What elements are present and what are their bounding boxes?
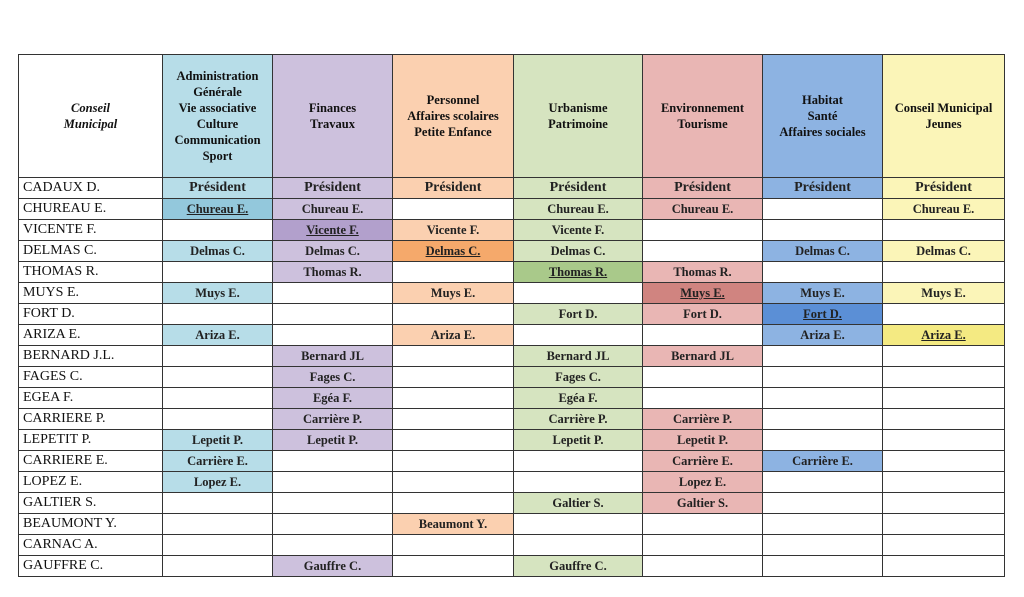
membership-cell bbox=[273, 514, 393, 535]
membership-cell bbox=[763, 367, 883, 388]
column-header-line: Santé bbox=[807, 109, 838, 123]
column-header bbox=[883, 55, 1005, 178]
title-line: Municipal bbox=[63, 117, 118, 131]
membership-cell bbox=[643, 556, 763, 577]
commission-table bbox=[18, 54, 1005, 577]
membership-cell bbox=[514, 451, 643, 472]
member-entry: Vicente F. bbox=[306, 222, 359, 237]
membership-cell bbox=[763, 556, 883, 577]
member-entry: Bernard JL bbox=[301, 348, 364, 363]
membership-cell bbox=[883, 325, 1005, 346]
commission-table-container bbox=[18, 54, 1005, 577]
membership-cell bbox=[163, 514, 273, 535]
membership-cell bbox=[273, 283, 393, 304]
membership-cell bbox=[163, 472, 273, 493]
membership-cell bbox=[273, 304, 393, 325]
member-name: CARRIERE E. bbox=[19, 451, 163, 472]
member-entry: Chureau E. bbox=[671, 201, 734, 216]
membership-cell bbox=[514, 535, 643, 556]
membership-cell bbox=[514, 367, 643, 388]
member-entry: Delmas C. bbox=[305, 243, 360, 258]
membership-cell bbox=[514, 409, 643, 430]
membership-cell bbox=[643, 430, 763, 451]
membership-cell bbox=[273, 430, 393, 451]
column-header bbox=[273, 55, 393, 178]
membership-cell bbox=[763, 199, 883, 220]
membership-cell bbox=[643, 472, 763, 493]
member-entry: Beaumont Y. bbox=[418, 516, 488, 531]
member-entry: Thomas R. bbox=[303, 264, 362, 279]
table-row bbox=[19, 241, 1005, 262]
membership-cell bbox=[883, 283, 1005, 304]
membership-cell bbox=[514, 178, 643, 199]
membership-cell bbox=[393, 556, 514, 577]
member-entry: Egéa F. bbox=[312, 390, 353, 405]
membership-cell bbox=[514, 346, 643, 367]
member-entry: Carrière P. bbox=[302, 411, 362, 426]
membership-cell bbox=[163, 346, 273, 367]
membership-cell bbox=[883, 556, 1005, 577]
member-entry: Lepetit P. bbox=[552, 432, 604, 447]
column-header-line: Sport bbox=[202, 149, 233, 163]
membership-cell bbox=[273, 388, 393, 409]
column-header-line: Affaires sociales bbox=[779, 125, 866, 139]
membership-cell bbox=[393, 388, 514, 409]
membership-cell bbox=[393, 409, 514, 430]
membership-cell bbox=[514, 241, 643, 262]
member-name: BERNARD J.L. bbox=[19, 346, 163, 367]
membership-cell bbox=[514, 514, 643, 535]
member-entry: Président bbox=[189, 180, 246, 195]
member-entry: Muys E. bbox=[680, 285, 725, 300]
member-entry: Président bbox=[794, 180, 851, 195]
membership-cell bbox=[393, 199, 514, 220]
member-entry: Carrière P. bbox=[548, 411, 608, 426]
table-row bbox=[19, 388, 1005, 409]
column-header-line: Administration bbox=[176, 69, 259, 83]
member-name: FORT D. bbox=[19, 304, 163, 325]
member-entry: Carrière E. bbox=[187, 453, 248, 468]
table-row bbox=[19, 325, 1005, 346]
table-row bbox=[19, 367, 1005, 388]
membership-cell bbox=[883, 493, 1005, 514]
membership-cell bbox=[393, 304, 514, 325]
member-name: LEPETIT P. bbox=[19, 430, 163, 451]
member-entry: Gauffre C. bbox=[549, 558, 607, 573]
membership-cell bbox=[163, 199, 273, 220]
membership-cell bbox=[393, 451, 514, 472]
membership-cell bbox=[273, 451, 393, 472]
membership-cell bbox=[643, 535, 763, 556]
member-entry: Lopez E. bbox=[193, 474, 242, 489]
membership-cell bbox=[514, 262, 643, 283]
member-name: CHUREAU E. bbox=[19, 199, 163, 220]
column-header-line: Personnel bbox=[426, 93, 480, 107]
membership-cell bbox=[883, 346, 1005, 367]
table-row bbox=[19, 556, 1005, 577]
membership-cell bbox=[273, 409, 393, 430]
member-entry: Muys E. bbox=[195, 285, 240, 300]
membership-cell bbox=[163, 430, 273, 451]
member-entry: Fort D. bbox=[558, 306, 598, 321]
column-header-line: Petite Enfance bbox=[414, 125, 492, 139]
table-row bbox=[19, 178, 1005, 199]
membership-cell bbox=[514, 304, 643, 325]
member-entry: Ariza E. bbox=[430, 327, 476, 342]
membership-cell bbox=[514, 556, 643, 577]
member-entry: Delmas C. bbox=[190, 243, 245, 258]
membership-cell bbox=[883, 472, 1005, 493]
membership-cell bbox=[163, 409, 273, 430]
membership-cell bbox=[273, 325, 393, 346]
column-header bbox=[163, 55, 273, 178]
column-header-line: Finances bbox=[308, 101, 357, 115]
table-row bbox=[19, 262, 1005, 283]
member-entry: Bernard JL bbox=[671, 348, 734, 363]
member-name: CARRIERE P. bbox=[19, 409, 163, 430]
membership-cell bbox=[883, 220, 1005, 241]
table-row bbox=[19, 409, 1005, 430]
membership-cell bbox=[643, 325, 763, 346]
membership-cell bbox=[883, 241, 1005, 262]
column-header-line: Communication bbox=[174, 133, 261, 147]
member-entry: Galtier S. bbox=[676, 495, 729, 510]
membership-cell bbox=[883, 409, 1005, 430]
membership-cell bbox=[643, 493, 763, 514]
membership-cell bbox=[883, 514, 1005, 535]
membership-cell bbox=[883, 451, 1005, 472]
column-header bbox=[643, 55, 763, 178]
member-name: CARNAC A. bbox=[19, 535, 163, 556]
membership-cell bbox=[163, 451, 273, 472]
member-entry: Carrière E. bbox=[672, 453, 733, 468]
membership-cell bbox=[393, 178, 514, 199]
column-header-line: Affaires scolaires bbox=[407, 109, 499, 123]
column-header-line: Urbanisme bbox=[548, 101, 608, 115]
member-entry: Carrière P. bbox=[672, 411, 732, 426]
membership-cell bbox=[883, 178, 1005, 199]
column-header bbox=[514, 55, 643, 178]
membership-cell bbox=[643, 241, 763, 262]
table-row bbox=[19, 346, 1005, 367]
column-header-line: Culture bbox=[196, 117, 239, 131]
member-name: VICENTE F. bbox=[19, 220, 163, 241]
member-name: LOPEZ E. bbox=[19, 472, 163, 493]
membership-cell bbox=[763, 409, 883, 430]
membership-cell bbox=[273, 493, 393, 514]
member-entry: Chureau E. bbox=[912, 201, 975, 216]
column-header-line: Travaux bbox=[310, 117, 355, 131]
membership-cell bbox=[514, 388, 643, 409]
membership-cell bbox=[643, 514, 763, 535]
membership-cell bbox=[393, 535, 514, 556]
membership-cell bbox=[393, 367, 514, 388]
membership-cell bbox=[163, 535, 273, 556]
membership-cell bbox=[273, 199, 393, 220]
membership-cell bbox=[763, 283, 883, 304]
header-row bbox=[19, 55, 1005, 178]
membership-cell bbox=[273, 241, 393, 262]
member-name: FAGES C. bbox=[19, 367, 163, 388]
membership-cell bbox=[163, 283, 273, 304]
membership-cell bbox=[273, 262, 393, 283]
membership-cell bbox=[643, 388, 763, 409]
member-entry: Bernard JL bbox=[546, 348, 610, 363]
membership-cell bbox=[273, 535, 393, 556]
member-entry: Fages C. bbox=[309, 369, 356, 384]
member-entry: Président bbox=[424, 180, 482, 195]
table-row bbox=[19, 493, 1005, 514]
membership-cell bbox=[393, 472, 514, 493]
member-name: GALTIER S. bbox=[19, 493, 163, 514]
membership-cell bbox=[273, 367, 393, 388]
membership-cell bbox=[514, 199, 643, 220]
membership-cell bbox=[393, 346, 514, 367]
membership-cell bbox=[393, 262, 514, 283]
membership-cell bbox=[163, 556, 273, 577]
membership-cell bbox=[643, 409, 763, 430]
member-entry: Muys E. bbox=[921, 285, 966, 300]
table-row bbox=[19, 283, 1005, 304]
membership-cell bbox=[163, 220, 273, 241]
member-name: ARIZA E. bbox=[19, 325, 163, 346]
column-header-line: Générale bbox=[193, 85, 242, 99]
membership-cell bbox=[763, 493, 883, 514]
membership-cell bbox=[763, 304, 883, 325]
membership-cell bbox=[643, 346, 763, 367]
membership-cell bbox=[643, 220, 763, 241]
member-entry: Galtier S. bbox=[552, 495, 604, 510]
member-entry: Gauffre C. bbox=[303, 558, 362, 573]
member-entry: Thomas R. bbox=[548, 264, 608, 279]
member-entry: Delmas C. bbox=[425, 243, 481, 258]
membership-cell bbox=[273, 178, 393, 199]
membership-cell bbox=[643, 367, 763, 388]
table-row bbox=[19, 199, 1005, 220]
member-entry: Muys E. bbox=[430, 285, 476, 300]
membership-cell bbox=[163, 388, 273, 409]
member-entry: Carrière E. bbox=[792, 453, 853, 468]
column-header-line: Habitat bbox=[802, 93, 843, 107]
member-entry: Président bbox=[915, 180, 972, 195]
membership-cell bbox=[393, 514, 514, 535]
column-header-line: Vie associative bbox=[178, 101, 257, 115]
member-name: MUYS E. bbox=[19, 283, 163, 304]
member-entry: Lepetit P. bbox=[307, 432, 358, 447]
member-entry: Fort D. bbox=[683, 306, 722, 321]
membership-cell bbox=[763, 514, 883, 535]
member-name: BEAUMONT Y. bbox=[19, 514, 163, 535]
membership-cell bbox=[514, 325, 643, 346]
membership-cell bbox=[163, 241, 273, 262]
membership-cell bbox=[883, 430, 1005, 451]
member-entry: Président bbox=[674, 180, 731, 195]
table-title bbox=[19, 55, 163, 178]
table-row bbox=[19, 304, 1005, 325]
membership-cell bbox=[763, 535, 883, 556]
member-entry: Fort D. bbox=[803, 306, 842, 321]
member-entry: Delmas C. bbox=[795, 243, 850, 258]
column-header-line: Tourisme bbox=[677, 117, 728, 131]
member-name: THOMAS R. bbox=[19, 262, 163, 283]
table-row bbox=[19, 535, 1005, 556]
membership-cell bbox=[643, 178, 763, 199]
membership-cell bbox=[514, 430, 643, 451]
table-row bbox=[19, 220, 1005, 241]
table-body bbox=[19, 178, 1005, 577]
membership-cell bbox=[393, 241, 514, 262]
membership-cell bbox=[643, 304, 763, 325]
membership-cell bbox=[163, 178, 273, 199]
member-entry: Ariza E. bbox=[800, 327, 845, 342]
membership-cell bbox=[163, 325, 273, 346]
table-row bbox=[19, 472, 1005, 493]
membership-cell bbox=[273, 556, 393, 577]
membership-cell bbox=[163, 493, 273, 514]
member-name: DELMAS C. bbox=[19, 241, 163, 262]
member-entry: Chureau E. bbox=[547, 201, 609, 216]
table-row bbox=[19, 514, 1005, 535]
membership-cell bbox=[763, 430, 883, 451]
membership-cell bbox=[163, 304, 273, 325]
member-entry: Vicente F. bbox=[551, 222, 605, 237]
membership-cell bbox=[163, 262, 273, 283]
membership-cell bbox=[883, 388, 1005, 409]
membership-cell bbox=[514, 493, 643, 514]
membership-cell bbox=[514, 283, 643, 304]
membership-cell bbox=[763, 262, 883, 283]
membership-cell bbox=[393, 325, 514, 346]
membership-cell bbox=[273, 472, 393, 493]
column-header bbox=[393, 55, 514, 178]
membership-cell bbox=[643, 451, 763, 472]
member-entry: Chureau E. bbox=[186, 201, 249, 216]
membership-cell bbox=[163, 367, 273, 388]
member-entry: Lepetit P. bbox=[192, 432, 243, 447]
membership-cell bbox=[883, 367, 1005, 388]
membership-cell bbox=[763, 325, 883, 346]
membership-cell bbox=[763, 346, 883, 367]
membership-cell bbox=[763, 178, 883, 199]
member-entry: Thomas R. bbox=[673, 264, 732, 279]
member-entry: Vicente F. bbox=[426, 222, 480, 237]
membership-cell bbox=[393, 283, 514, 304]
membership-cell bbox=[763, 472, 883, 493]
member-entry: Delmas C. bbox=[550, 243, 606, 258]
membership-cell bbox=[514, 472, 643, 493]
member-name: EGEA F. bbox=[19, 388, 163, 409]
member-entry: Fages C. bbox=[555, 369, 601, 384]
membership-cell bbox=[883, 262, 1005, 283]
member-entry: Egéa F. bbox=[558, 390, 598, 405]
column-header-line: Jeunes bbox=[925, 117, 962, 131]
membership-cell bbox=[393, 430, 514, 451]
table-row bbox=[19, 451, 1005, 472]
column-header-line: Environnement bbox=[660, 101, 745, 115]
membership-cell bbox=[643, 283, 763, 304]
membership-cell bbox=[643, 262, 763, 283]
membership-cell bbox=[643, 199, 763, 220]
membership-cell bbox=[273, 220, 393, 241]
member-entry: Ariza E. bbox=[195, 327, 240, 342]
title-line: Conseil bbox=[71, 101, 110, 115]
column-header-line: Patrimoine bbox=[548, 117, 608, 131]
membership-cell bbox=[393, 493, 514, 514]
member-entry: Muys E. bbox=[800, 285, 845, 300]
table-row bbox=[19, 430, 1005, 451]
membership-cell bbox=[883, 535, 1005, 556]
membership-cell bbox=[883, 304, 1005, 325]
membership-cell bbox=[763, 220, 883, 241]
membership-cell bbox=[883, 199, 1005, 220]
member-entry: Président bbox=[304, 180, 361, 195]
membership-cell bbox=[763, 451, 883, 472]
membership-cell bbox=[763, 388, 883, 409]
member-entry: Lepetit P. bbox=[677, 432, 728, 447]
membership-cell bbox=[763, 241, 883, 262]
membership-cell bbox=[514, 220, 643, 241]
member-name: GAUFFRE C. bbox=[19, 556, 163, 577]
column-header-line: Conseil Municipal bbox=[894, 101, 993, 115]
membership-cell bbox=[393, 220, 514, 241]
member-entry: Président bbox=[549, 180, 607, 195]
member-entry: Ariza E. bbox=[921, 327, 966, 342]
membership-cell bbox=[273, 346, 393, 367]
column-header bbox=[763, 55, 883, 178]
member-entry: Chureau E. bbox=[301, 201, 364, 216]
member-entry: Lopez E. bbox=[678, 474, 727, 489]
member-name: CADAUX D. bbox=[19, 178, 163, 199]
member-entry: Delmas C. bbox=[916, 243, 971, 258]
